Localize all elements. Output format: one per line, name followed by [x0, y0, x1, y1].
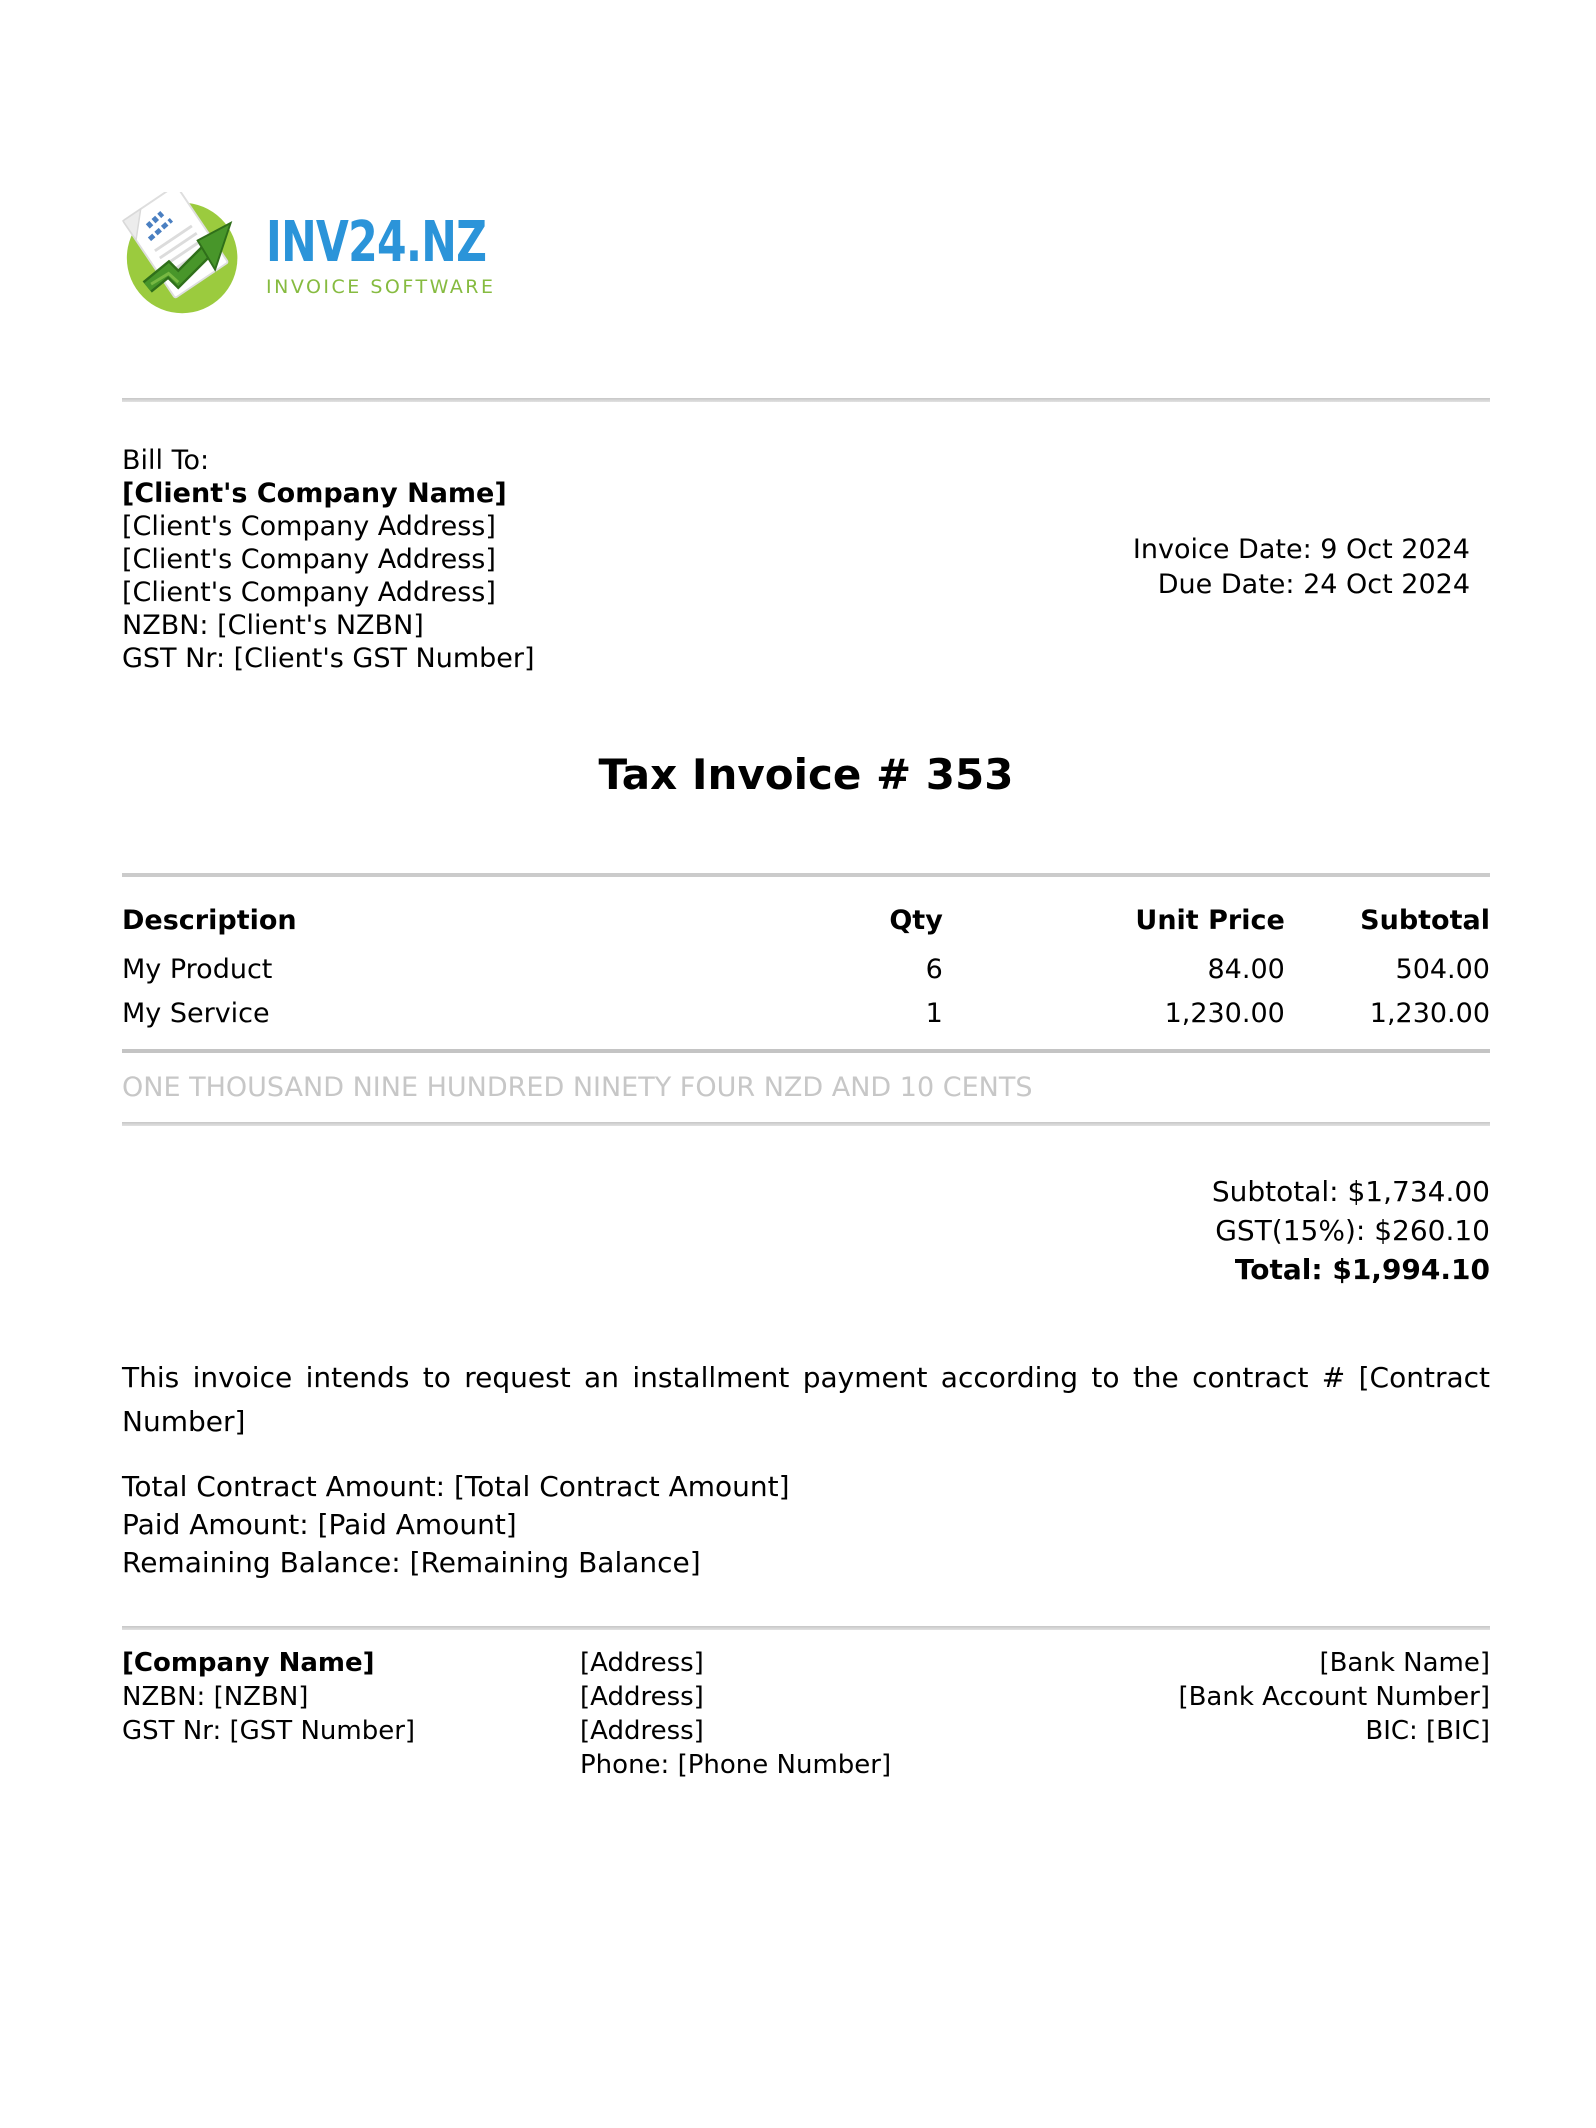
contract-remaining-balance: Remaining Balance: [Remaining Balance]	[122, 1546, 701, 1579]
billing-section	[122, 444, 1490, 675]
totals-block	[122, 1172, 1490, 1289]
client-address-line: [Client's Company Address]	[122, 544, 496, 575]
inv24-logo-icon	[122, 192, 250, 320]
item-qty: 6	[925, 954, 943, 985]
contract-paid-amount: Paid Amount: [Paid Amount]	[122, 1508, 517, 1541]
company-nzbn: NZBN: [NZBN]	[122, 1682, 309, 1712]
table-row	[122, 948, 1490, 992]
subtotal-line: Subtotal: $1,734.00	[1211, 1175, 1490, 1208]
table-header-row	[122, 875, 1490, 948]
invoice-title: Tax Invoice # 353	[598, 750, 1014, 799]
item-subtotal: 504.00	[1395, 954, 1490, 985]
bill-to-label: Bill To:	[122, 445, 210, 476]
item-unit-price: 1,230.00	[1164, 998, 1285, 1029]
table-row	[122, 992, 1490, 1051]
logo	[122, 192, 1490, 320]
client-address-line: [Client's Company Address]	[122, 511, 496, 542]
due-date: Due Date: 24 Oct 2024	[1157, 569, 1470, 600]
items-table	[122, 873, 1490, 1053]
company-phone: Phone: [Phone Number]	[580, 1750, 892, 1780]
divider-totals	[122, 1122, 1490, 1126]
company-gst-number: GST Nr: [GST Number]	[122, 1716, 416, 1746]
dates-block	[1133, 532, 1490, 675]
column-header-description: Description	[122, 905, 297, 936]
company-address-line: [Address]	[580, 1682, 704, 1712]
footer	[122, 1630, 1490, 1782]
total-line: Total: $1,994.10	[1234, 1253, 1490, 1286]
item-qty: 1	[925, 998, 943, 1029]
column-header-unit-price: Unit Price	[1135, 905, 1285, 936]
bank-bic: BIC: [BIC]	[1365, 1716, 1490, 1746]
item-subtotal: 1,230.00	[1369, 998, 1490, 1029]
company-name: [Company Name]	[122, 1648, 375, 1678]
item-unit-price: 84.00	[1207, 954, 1285, 985]
client-company-name: [Client's Company Name]	[122, 478, 507, 509]
contract-total-amount: Total Contract Amount: [Total Contract Amount]	[122, 1470, 790, 1503]
footer-contact-block	[580, 1646, 1130, 1782]
column-header-qty: Qty	[889, 905, 943, 936]
footer-bank-block	[1130, 1646, 1490, 1782]
contract-block	[122, 1468, 1490, 1582]
gst-line: GST(15%): $260.10	[1215, 1214, 1490, 1247]
company-address-line: [Address]	[580, 1648, 704, 1678]
client-address-line: [Client's Company Address]	[122, 577, 496, 608]
client-gst-number: GST Nr: [Client's GST Number]	[122, 643, 535, 674]
invoice-date: Invoice Date: 9 Oct 2024	[1132, 534, 1470, 565]
item-description: My Service	[122, 998, 270, 1029]
divider-header	[122, 398, 1490, 402]
amount-in-words: ONE THOUSAND NINE HUNDRED NINETY FOUR NZD AND 10 CENTS	[122, 1072, 1033, 1103]
column-header-subtotal: Subtotal	[1360, 905, 1490, 936]
bill-to-block	[122, 444, 535, 675]
company-address-line: [Address]	[580, 1716, 704, 1746]
footer-company-block	[122, 1646, 580, 1782]
installment-note: This invoice intends to request an installment payment according to the contract # [Contract Number]	[122, 1361, 1490, 1438]
brand-tagline: INVOICE SOFTWARE	[266, 275, 496, 298]
brand-name: INV24.NZ	[266, 209, 487, 275]
bank-name: [Bank Name]	[1319, 1648, 1490, 1678]
client-nzbn: NZBN: [Client's NZBN]	[122, 610, 424, 641]
bank-account-number: [Bank Account Number]	[1178, 1682, 1490, 1712]
item-description: My Product	[122, 954, 273, 985]
